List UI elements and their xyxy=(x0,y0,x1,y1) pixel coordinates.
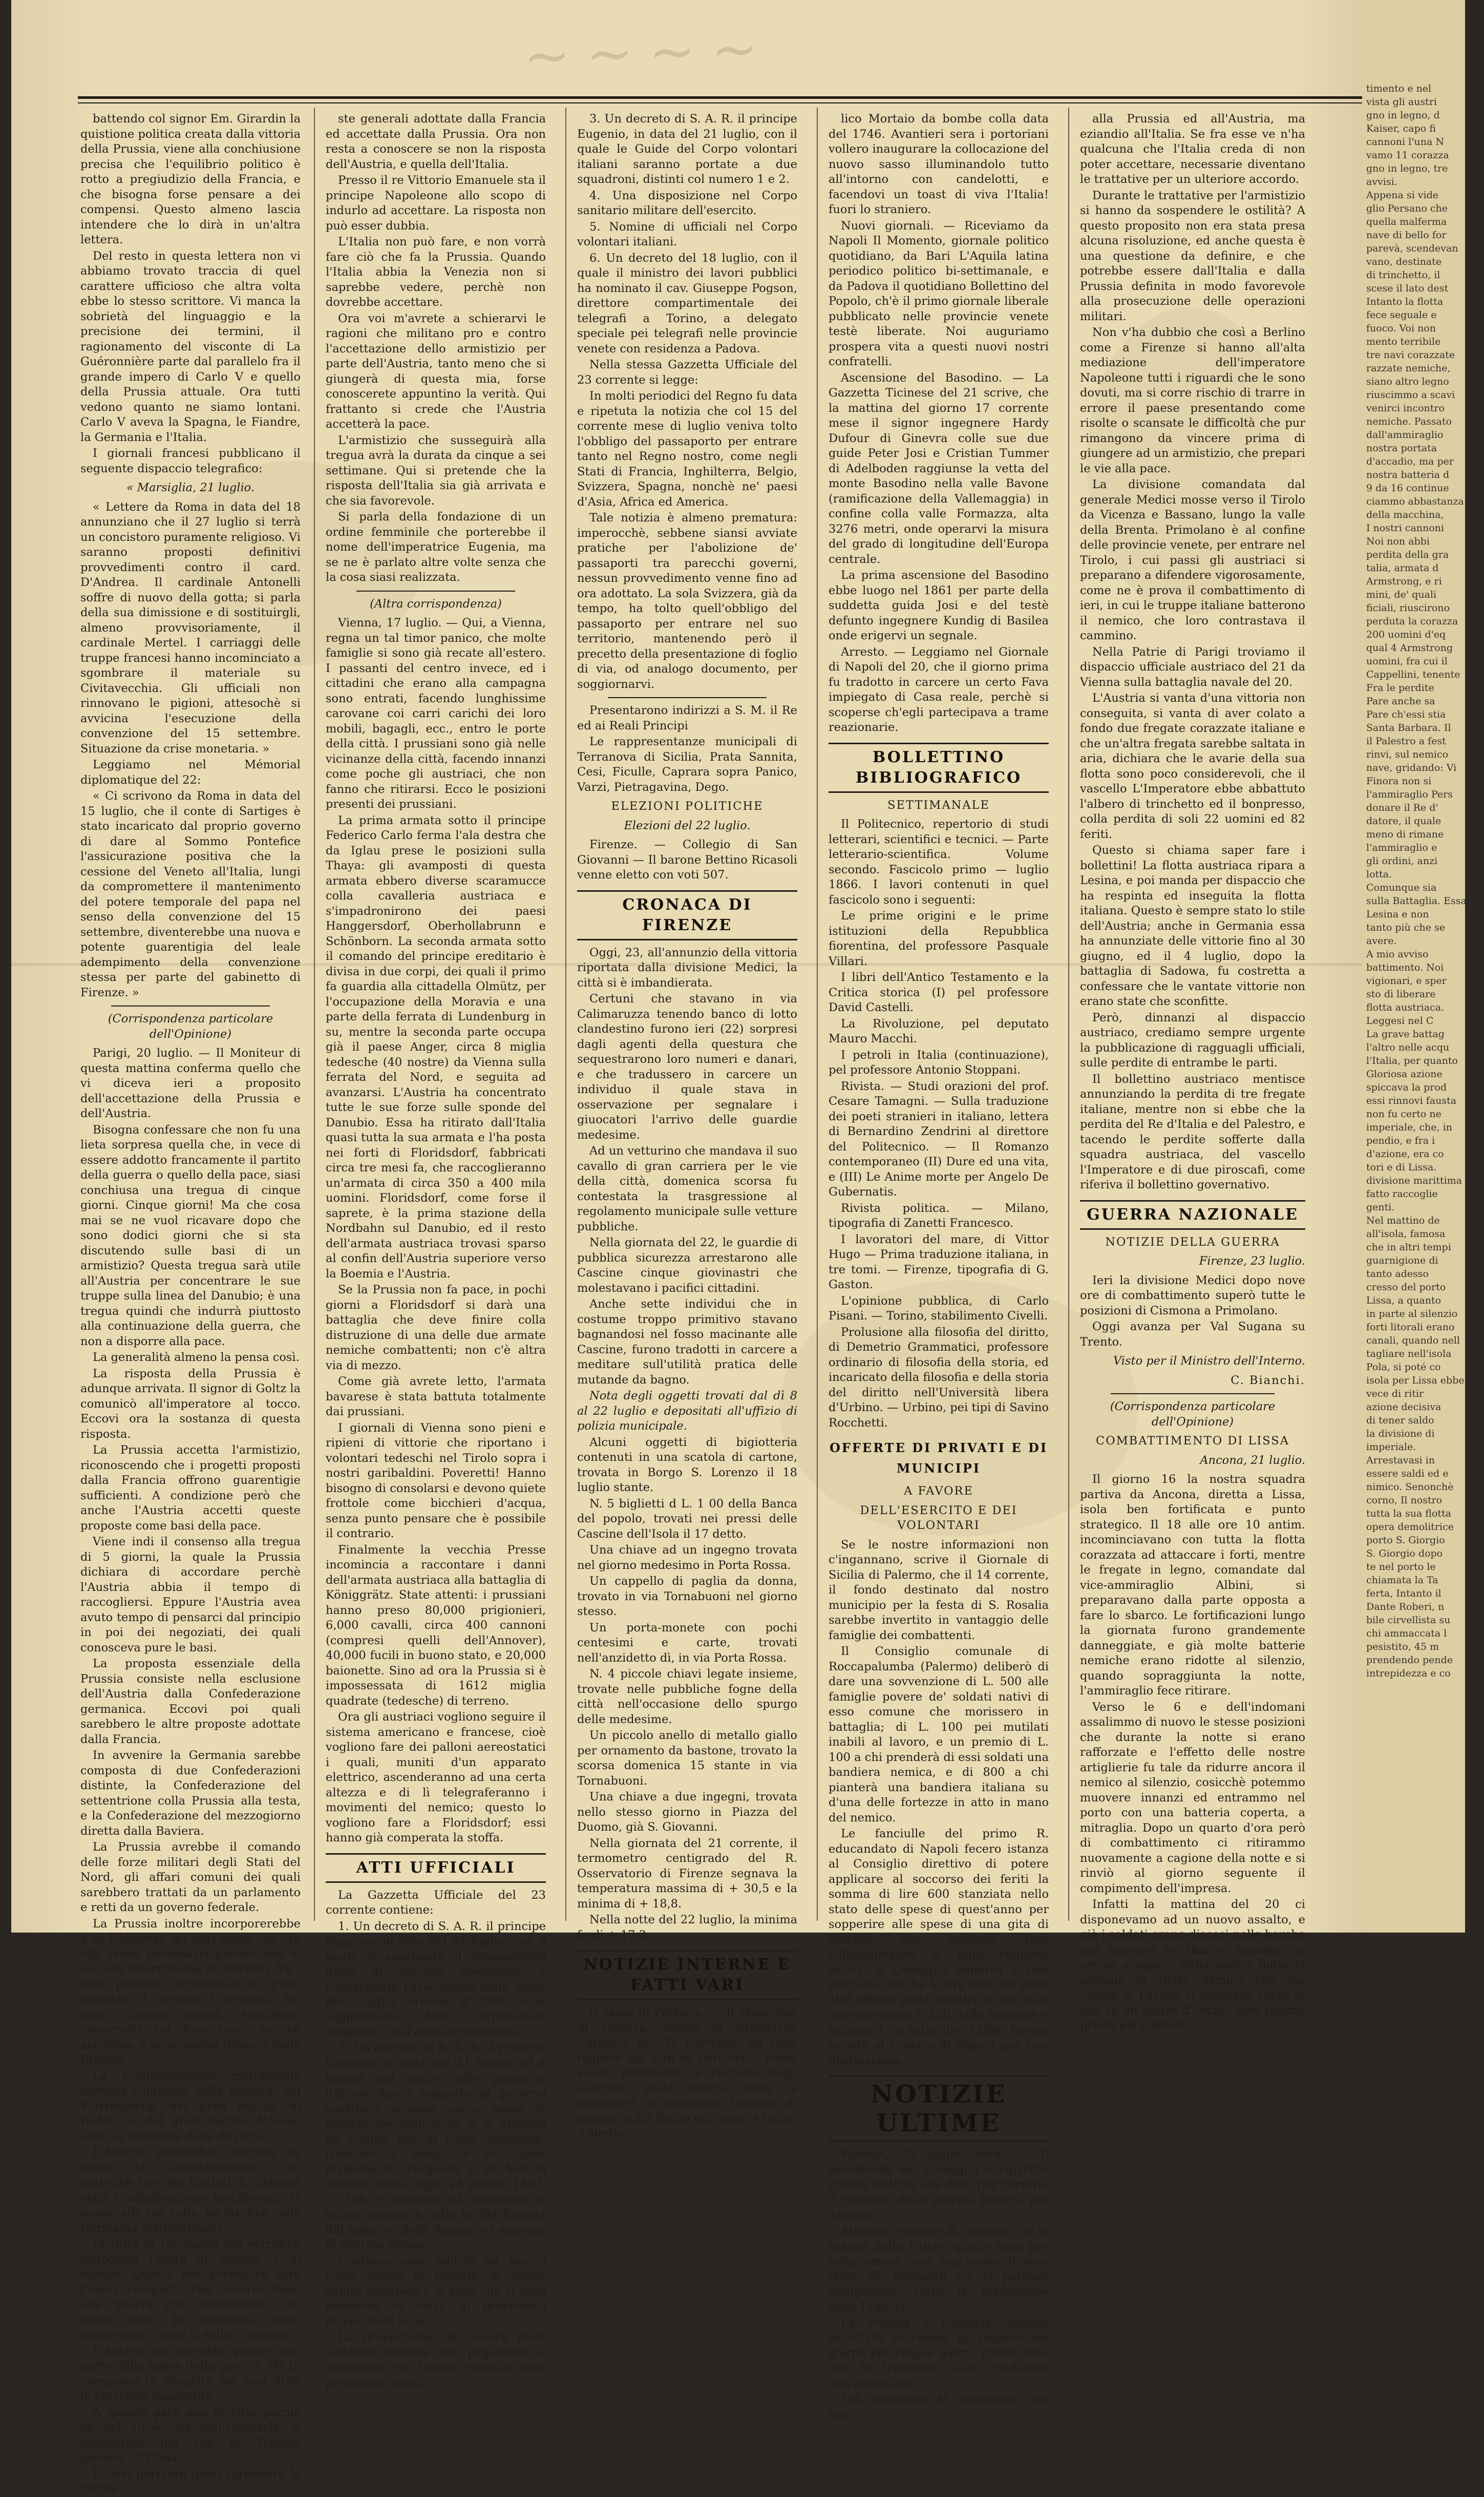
paragraph: Le fanciulle del primo R. educandato di Napoli fecero istanza al Consiglio direttivo di potere applicare al soccorso dei feriti la somma di lire 600 stanziata nello stato delle spese di quest'anno per sopperire alle spese di una gita di piacere che sogliono fare collegialmente in ogni stagione estiva. Il Consiglio annuiva a tale proposta, siechè le lire 600 con altre 100 offerte dalla direttrice, 99 dalla vice-direttrice e 250 dalle maestre e istitutrici, in tutto lire 1,000, furono inviate al sindaco di Napoli per loro destinazione. xyxy=(829,1827,1049,2067)
correspondence-heading: (Corrispondenza particolare dell'Opinione) xyxy=(108,1012,273,1041)
paragraph: Presentarono indirizzi a S. M. il Re ed ai Reali Principi xyxy=(577,704,797,732)
adjacent-page-line: isola per Lissa ebbe xyxy=(1366,1375,1465,1386)
adjacent-page-line: avvisi. xyxy=(1366,176,1397,187)
adjacent-page-line: timento e nel xyxy=(1366,83,1432,94)
paragraph: Il bollettino austriaco mentisce annunziando la perdita di tre fregate italiane, mentre non si ebbe che la perdita del Re d'Italia e del Palestro, e tacendo le perdite sofferte dalla squadra austriaca, del vascello l'Imperatore e di due piroscafi, come riferiva il bollettino governativo. xyxy=(1080,1072,1305,1191)
paragraph: Nella Patrie di Parigi troviamo il dispaccio ufficiale austriaco del 21 da Vienna sulla battaglia navale del 20. xyxy=(1080,645,1305,689)
adjacent-page-line: avere. xyxy=(1366,935,1397,947)
adjacent-page-line: qual 4 Armstrong xyxy=(1366,642,1453,654)
paragraph: I lavoratori del mare, di Vittor Hugo — Prima traduzione italiana, in tre tomi. — Firenze, tipografia di G. Gaston. xyxy=(829,1232,1049,1291)
header-rule-thin xyxy=(78,102,1363,103)
paragraph: La Rivoluzione, pel deputato Mauro Macchi. xyxy=(829,1017,1049,1045)
adjacent-page-line: Leggesi nel C xyxy=(1366,1015,1434,1026)
section-heading-cronaca: CRONACA DI FIRENZE xyxy=(577,890,797,940)
paragraph: Nella notte del 22 luglio, la minima fu di + 17,3. xyxy=(577,1913,797,1942)
adjacent-page-line: tanto più che se xyxy=(1366,922,1445,933)
section-heading-notizie-interne: NOTIZIE INTERNE E FATTI VARI xyxy=(577,1950,797,2000)
paragraph: N. 4 piccole chiavi legate insieme, trovate nelle pubbliche fogne della città nell'occasione dello spurgo delle medesime. xyxy=(577,1667,797,1726)
paragraph: Vienna, 17 luglio. — Qui, a Vienna, regna un tal timor panico, che molte famiglie si sono già recate all'estero. I passanti del centro invece, ed i cittadini che erano alla campagna sono entrati, facendo lunghissime carovane coi carri carichi dei loro mobili, bagagli, ecc., entro le porte della città. I prussiani sono già nelle vicinanze della città, facendo innanzi come poche gli austriaci, che non fanno che ritirarsi. Ecco le posizioni presenti dei prussiani. xyxy=(326,616,546,811)
adjacent-page-line: Arrestavasi in xyxy=(1366,1455,1435,1466)
paragraph: 4. Una disposizione nel Corpo sanitario militare dell'esercito. xyxy=(577,188,797,217)
dateline: Ancona, 21 luglio. xyxy=(1200,1453,1305,1467)
adjacent-page-line: talia, armata d xyxy=(1366,562,1439,574)
adjacent-page-line: della macchina, xyxy=(1366,509,1444,520)
adjacent-page-line: La grave battag xyxy=(1366,1029,1445,1040)
adjacent-page-line: tre navi corazzate xyxy=(1366,349,1455,361)
paragraph: Rivista. — Studi orazioni del prof. Cesare Tamagni. — Sulla traduzione dei poeti stranieri in italiano, lettera di Bernardino Zendrini al direttore del Politecnico. — Il Romanzo contemporaneo (II) Dure ed una vita, e (III) Le Anime morte per Angelo De Gubernatis. xyxy=(829,1079,1049,1199)
paragraph: L'Austria poi dovrebbe pagare una parte delle spese della guerra. Ma in compenso la integrità dei suoi Stati le verrebbe guarentita. xyxy=(80,2344,301,2403)
adjacent-page-line: 9 da 16 continue xyxy=(1366,482,1449,494)
adjacent-page-line: essere saldi ed e xyxy=(1366,1468,1449,1479)
adjacent-page-line: lotta. xyxy=(1366,869,1392,880)
paragraph: La Gazzetta Ufficiale del 23 corrente contiene: xyxy=(326,1888,546,1917)
adjacent-page-line: genti. xyxy=(1366,1202,1395,1213)
divider-rule xyxy=(111,1005,270,1006)
paragraph: La Prussia avrebbe il comando delle forze militari degli Stati del Nord, gli affari comuni dei quali sarebbero trattati da un parlamento e retti da un governo federale. xyxy=(80,1840,301,1914)
paragraph: L'Austria resterebbe esclusa da ambe le Confederazioni; ma potrebbe fare dei trattati di alleanza colla Confederazione meridionale la quale, alla sua volta, ne farebbe colla Germania settentrionale. xyxy=(80,2146,301,2235)
section-heading-offerte: OFFERTE DI PRIVATI E DI MUNICIPI xyxy=(829,1440,1048,1476)
paragraph: Una chiave ad un ingegno trovata nel giorno medesimo in Porta Rossa. xyxy=(577,1543,797,1572)
paragraph: I giornali francesi pubblicano il seguente dispaccio telegrafico: xyxy=(80,447,301,475)
correspondence-heading: (Altra corrispondenza) xyxy=(370,597,502,611)
adjacent-page-line: prendendo pende xyxy=(1366,1654,1453,1666)
adjacent-page-line: pendio, e fra i xyxy=(1366,1135,1435,1146)
adjacent-page-line: l'ammiraglio Pers xyxy=(1366,789,1453,800)
section-heading-guerra-nazionale: GUERRA NAZIONALE xyxy=(1080,1200,1305,1230)
paragraph: Però, dinnanzi al dispaccio austriaco, crediamo sempre urgente la pubblicazione di ragguagli ufficiali, sulle perdite di entrambe le parti. xyxy=(1080,1011,1305,1069)
adjacent-page-line: l'Italia, per quanto xyxy=(1366,1055,1458,1066)
paragraph: Nella stessa Gazzetta Ufficiale del 23 corrente si legge: xyxy=(577,358,797,387)
adjacent-page-line: opera demolitrice xyxy=(1366,1521,1454,1533)
adjacent-page-line: nave, gridando: Vi xyxy=(1366,762,1457,773)
adjacent-page-line: Cappellini, tenente xyxy=(1366,669,1460,680)
adjacent-page-line: tanto adesso xyxy=(1366,1268,1429,1279)
adjacent-page-line: mini, de' quali xyxy=(1366,589,1437,600)
paragraph: « Lettere da Roma in data del 18 annunziano che il 27 luglio si terrà un concistoro puramente religioso. Vi saranno proposti definitivi provvedimenti contro il card. D'Andrea. Il cardinale Antonelli soffre di nuovo della gotta; si parla della sua dimissione e di sostituirgli, almeno provvisoriamente, il cardinale Mertel. I carriaggi delle truppe francesi hanno incominciato a sgombrare il materiale su Civitavecchia. Gli ufficiali non rinnovano le pigioni, attesochè si avvicina l'esecuzione della convenzione del 15 settembre. Situazione da crise monetaria. » xyxy=(80,500,301,756)
newspaper-page xyxy=(11,0,1373,2495)
adjacent-page-line: Nel mattino de xyxy=(1366,1215,1440,1226)
adjacent-page-line: intrepidezza e co xyxy=(1366,1668,1451,1679)
paragraph: I libri dell'Antico Testamento e la Critica storica (I) pel professore David Castelli. xyxy=(829,971,1049,1014)
adjacent-page-line: in parte al silenzio xyxy=(1366,1308,1458,1319)
paragraph: Tali condizioni si riferiscono non solo xyxy=(829,2393,1049,2421)
paragraph: La prima ascensione del Basodino ebbe luogo nel 1861 per parte della suddetta guida Josi e del testè defunto ingegnere Kundig di Basilea onde erigervi un segnale. xyxy=(829,569,1049,642)
adjacent-page-line: sulla Battaglia. Essa xyxy=(1366,895,1467,907)
adjacent-page-line: di trinchetto, il xyxy=(1366,269,1440,281)
column-separator xyxy=(1068,108,1069,1921)
paragraph: Anche sette individui che in costume troppo primitivo stavano bagnandosi nel fosso macinante alle Cascine, furono tradotti in carcere a meditare sull'utilità pratica delle mutande da bagno. xyxy=(577,1297,797,1387)
paragraph: Non v'ha dubbio che così a Berlino come a Firenze si hanno all'alta mediazione dell'imperatore Napoleone tutti i riguardi che le sono dovuti, ma si corre rischio di trarre in errore il paese presentando come risolte o scansate le difficoltà che pur rimangono da vincere prima di giungere ad un armistizio, che prepari le vie alla pace. xyxy=(1080,326,1305,475)
adjacent-page-line: dall'ammiraglio xyxy=(1366,429,1444,440)
adjacent-page-line: Appena si vide xyxy=(1366,190,1438,201)
paragraph: Del resto in questa lettera non vi abbiamo trovato traccia di quel carattere ufficioso che altra volta ebbe lo stesso scrittore. Vi manca la sobrietà del linguaggio e la precisione dei termini, il ragionamento del visconte di La Guéronnière parte dal parallelo fra il grande impero di Carlo V e quello della Prussia attuale. Ora tutti vedono quanto ne siamo lontani. Carlo V aveva la Spagna, le Fiandre, la Germania e l'Italia. xyxy=(80,249,301,444)
adjacent-page-line: donare il Re d' xyxy=(1366,802,1438,813)
adjacent-page-line: nave di bello for xyxy=(1366,229,1447,241)
adjacent-page-line: gli ordini, anzi xyxy=(1366,855,1438,867)
paragraph: Eccovi pertanto quali sarebbero le propo- xyxy=(80,2467,301,2495)
faded-handwritten-mark: ~~~~ xyxy=(522,15,775,90)
adjacent-page-line: all'isola, famosa xyxy=(1366,1228,1446,1240)
paragraph: Nota degli oggetti trovati dal dì 8 al 22 luglio e depositati all'uffizio di polizia municipale. xyxy=(577,1389,797,1433)
paragraph: L'armistizio che susseguirà alla tregua avrà la durata da cinque a sei settimane. Qui si pretende che la risposta dell'Italia sia già arrivata e che sia favorevole. xyxy=(326,433,546,508)
divider-rule xyxy=(356,591,515,592)
column-separator xyxy=(314,108,315,1921)
paragraph: L'opinione pubblica, di Carlo Pisani. — Torino, stabilimento Civelli. xyxy=(829,1294,1049,1323)
adjacent-page-line: Fra le perdite xyxy=(1366,682,1434,694)
adjacent-page-line: 200 uomini d'eq xyxy=(1366,629,1446,640)
adjacent-page-line: chiamata la Ta xyxy=(1366,1575,1438,1586)
header-rule xyxy=(78,96,1363,99)
adjacent-page-line: meno di rimane xyxy=(1366,829,1444,840)
paragraph: Oggi, 23, all'annunzio della vittoria riportata dalla divisione Medici, la città si è imbandierata. xyxy=(577,946,797,990)
paragraph: Una chiave a due ingegni, trovata nello stesso giorno in Piazza del Duomo, già S. Giovanni. xyxy=(577,1790,797,1834)
paragraph: Parigi, 20 luglio. — Il Moniteur di questa mattina conferma quello che vi diceva ieri a proposito dell'accettazione della Prussia e dell'Austria. xyxy=(80,1046,301,1120)
adjacent-page-line: chi ammaccata l xyxy=(1366,1628,1447,1639)
adjacent-page-line: imperiale, che, in xyxy=(1366,1122,1452,1133)
paragraph: La Confederazione meridionale sarebbe composta della Baviera, del Würtemberg, del gran ducato di Baden, e del gran ducato d'Assia, sotto la direzione della Baviera. xyxy=(80,2069,301,2143)
paragraph: Si parla della fondazione di un ordine femminile che porterebbe il nome dell'imperatrice Eugenia, ma se ne è parlato altre volte senza che la cosa siasi realizzata. xyxy=(326,510,546,584)
adjacent-page-line: Pare anche sa xyxy=(1366,696,1435,707)
adjacent-page-line: vigionari, e sper xyxy=(1366,975,1447,987)
adjacent-page-line: vano, destinate xyxy=(1366,256,1442,267)
adjacent-page-line: Noi non abbi xyxy=(1366,536,1430,547)
paragraph: Se le nostre informazioni non c'ingannano, scrive il Giornale di Sicilia di Palermo, che il 14 corrente, il fondo destinato dal nostro municipio per la festa di S. Rosalia sarebbe invertito in vantaggio delle famiglie dei combattenti. xyxy=(829,1538,1049,1642)
paragraph: Nella giornata del 21 corrente, il termometro centigrado del R. Osservatorio di Firenze segnava la temperatura massima di + 30,5 e la minima di + 18,8. xyxy=(577,1836,797,1911)
paragraph: In avvenire la Germania sarebbe composta di due Confederazioni distinte, la Confederazione del settentrione colla Prussia alla testa, e la Confederazione del mezzogiorno diretta dalla Baviera. xyxy=(80,1749,301,1838)
adjacent-page-line: battimento. Noi xyxy=(1366,962,1444,973)
paragraph: Oggi avanza per Val Sugana su Trento. xyxy=(1080,1320,1305,1349)
paragraph: Certuni che stavano in via Calimaruzza tenendo banco di lotto clandestino furono ieri (22) sorpresi dagli agenti della questura che sequestrarono loro numeri e danari, e che tradussero in carcere un individuo il quale stava in osservazione per segnalare i giuocatori l'arrivo delle guardie medesime. xyxy=(577,992,797,1142)
adjacent-page-line: gno in legno, d xyxy=(1366,110,1440,121)
dateline: Firenze, 23 luglio. xyxy=(1199,1254,1305,1268)
adjacent-page-line: fece seguale e xyxy=(1366,309,1437,321)
adjacent-page-line: gno in legno, tre xyxy=(1366,163,1448,174)
paragraph: La risposta della Prussia è adunque arrivata. Il signor di Goltz la comunicò all'imperatore al tocco. Eccovi ora la sostanza di questa risposta. xyxy=(80,1367,301,1441)
adjacent-page-line: fuoco. Voi non xyxy=(1366,323,1436,334)
adjacent-page-column xyxy=(1366,82,1484,1680)
adjacent-page-line: guarnigione di xyxy=(1366,1255,1438,1266)
paragraph: 3. Un decreto di S. A. R. il principe Eugenio, in data del 21 luglio, con il quale le Guide del Corpo volontari italiani saranno portate a due squadroni, distinti col numero 1 e 2. xyxy=(577,112,797,186)
paragraph: Leggiamo nel Mémorial diplomatique del 22: xyxy=(80,758,301,787)
section-heading-bollettino: BOLLETTINO BIBLIOGRAFICO xyxy=(829,743,1049,793)
adjacent-page-line: imperiale. xyxy=(1366,1441,1416,1453)
adjacent-page-line: te nel porto le xyxy=(1366,1561,1436,1572)
official-signature-line: Visto per il Ministro dell'Interno. xyxy=(1113,1354,1305,1368)
adjacent-page-line: spiccava la prod xyxy=(1366,1082,1447,1093)
paragraph: La proporzione del valore delle suddette monete nei pagamenti è mantenuta nei termini stabiliti dalle precedenti leggi. xyxy=(326,2331,546,2389)
divider-rule xyxy=(608,697,767,698)
section-heading-notizie-ultime: NOTIZIE ULTIME xyxy=(829,2075,1049,2142)
adjacent-page-line: l'altro nelle acqu xyxy=(1366,1042,1450,1053)
paragraph: Un porta-monete con pochi centesimi e carte, trovati nell'anzidetto dì, in via Porta Rossa. xyxy=(577,1621,797,1665)
adjacent-page-line: I nostri cannoni xyxy=(1366,522,1444,534)
adjacent-page-line: nostra batteria d xyxy=(1366,469,1450,480)
paragraph: Tale notizia è almeno prematura: imperocchè, sebbene siansi avviate pratiche per l'abolizione de' passaporti tra parecchi governi, nessun provvedimento venne fino ad ora adottato. La sola Svizzera, già da tempo, ha tolto quell'obbligo del passaporto per entrare nel suo territorio, mantenendo però il precetto della presentazione di foglio di via, od analogo documento, per soggiornarvi. xyxy=(577,511,797,691)
adjacent-page-line: nemiche. Passato xyxy=(1366,416,1452,427)
section-subheading: NOTIZIE DELLA GUERRA xyxy=(1105,1235,1280,1249)
paragraph: In molti periodici del Regno fu data e ripetuta la notizia che col 15 del corrente mese di luglio veniva tolto l'obbligo del passaporto per entrare tanto nel Regno nostro, come negli Stati di Francia, Inghilterra, Belgio, Svizzera, Spagna, nonchè ne' paesi d'Asia, Africa ed America. xyxy=(577,389,797,509)
adjacent-page-line: cresso del porto xyxy=(1366,1282,1446,1293)
paragraph: Bisogna confessare che non fu una lieta sorpresa quella che, in vece di essere addotto francamente il partito della guerra o quello della pace, siasi conchiusa una tregua di cinque giorni. Cinque giorni! Ma che cosa mai se ne vuol ricavare dopo che sono dodici giorni che si sta discutendo sulle basi di un armistizio? Questa tregua sarà utile all'Austria per concentrare le sue truppe sulla linea del Danubio; è una tregua quindi che indurrà piuttosto alla continuazione della guerra, che non a disporre alla pace. xyxy=(80,1123,301,1348)
adjacent-page-line: glio Persano che xyxy=(1366,203,1448,214)
paragraph: Prolusione alla filosofia del diritto, di Demetrio Grammatici, professore ordinario di filosofia della storia, ed incaricato della filosofia e della storia del diritto nell'Università libera d'Urbino. — Urbino, pei tipi di Savino Rocchetti. xyxy=(829,1325,1049,1430)
paragraph: Questo si chiama saper fare i bollettini! La flotta austriaca ripara a Lesina, e poi manda per dispaccio che ha respinta ed inseguita la flotta italiana. Questo è sempre stato lo stile dell'Austria; anche in Germania essa ha annunziate delle vittorie fino al 30 giugno, ed il 4 luglio, dopo la battaglia di Sadowa, fu costretta a confessare che le vantate vittorie non erano state che sconfitte. xyxy=(1080,844,1305,1008)
adjacent-page-line: Armstrong, e ri xyxy=(1366,576,1442,587)
paragraph: La prima armata sotto il principe Federico Carlo ferma l'ala destra che da Iglau prese le posizioni sulla Thaya: gli avamposti di questa armata ebbero diverse scaramucce colla cavalleria austriaca e s'impadronirono dei paesi Hanggersdorf, Oberhollabrunn e Schönborn. La seconda armata sotto il comando del principe ereditario è divisa in due corpi, dei quali il primo fa guardia alla cittadella Olmütz, per l'occupazione della Moravia e una parte della ferrata di Lundenburg in su, mentre la seconda parte occupa già il paese Anger, circa 8 miglia tedesche (40 nostre) da Vienna sulla ferrata del Nord, e seguita ad avanzarsi. L'Austria ha concentrato tutte le sue forze sulle sponde del Danubio. Essa ha ritirato dall'Italia quasi tutta la sua armata e l'ha posta nei forti di Floridsdorf, fabbricati circa tre mesi fa, che raccoglieranno un'armata di circa 350 a 400 mila uomini. Floridsdorf, come forse il saprete, è la prima stazione della Nordbahn sul Danubio, ed il resto dell'armata austriaca trovasi sparso al confin dell'Austria superiore verso la Boemia e l'Austria. xyxy=(326,813,546,1281)
paragraph: N. 5 biglietti d L. 1 00 della Banca del popolo, trovati nei pressi delle Cascine dell'Isola il 17 detto. xyxy=(577,1497,797,1541)
section-subheading: DELL'ESERCITO E DEI VOLONTARI xyxy=(860,1503,1017,1532)
adjacent-page-edge xyxy=(1362,0,1465,1933)
dateline: « Marsiglia, 21 luglio. xyxy=(126,481,255,494)
paragraph: 1. Un decreto di S. A. R. il principe Eugenio, in data del 21 luglio, con il quale è approvato il regolamento unito al decreto medesimo, e concernente l'esecuzione della legge del 7 luglio corrente, n° 3036, sulle soppressione delle corporazioni religiose e sull'asse ecclesiastico. xyxy=(326,1919,546,2039)
adjacent-page-line: ficiali, riuscirono xyxy=(1366,602,1450,614)
adjacent-page-line: pesistito, 45 m xyxy=(1366,1641,1439,1652)
adjacent-page-line: corno, Il nostro xyxy=(1366,1495,1443,1506)
paragraph: Se la Prussia non fa pace, in pochi giorni a Floridsdorf si darà una battaglia che deve finire colla distruzione di una delle due armate nemiche combattenti; non c'è altra via di mezzo. xyxy=(326,1283,546,1372)
adjacent-page-line: perduta la corazza xyxy=(1366,616,1458,627)
adjacent-page-line: razzate nemiche, xyxy=(1366,363,1451,374)
article-column-3 xyxy=(577,112,797,2140)
adjacent-page-line: flotta austriaca. xyxy=(1366,1002,1445,1013)
paragraph: La Prussia inoltre incorporerebbe a sè l'Annover, gli altri paesi che ora ella crede necessaria perchè non vi sia una interruzione di territori fra i suoi possessi occidentali e quelli orientali. I sovrani, i territorii dei quali furono invasi, sarebbero conservati sui loro troni purchè accettino il programma tedesco della Prussia. xyxy=(80,1917,301,2066)
paragraph: Durante le trattative per l'armistizio si hanno da sospendere le ostilità? A questo proposito non era stata presa alcuna risoluzione, ed anche questa è una questione da definire, e che potrebbe essere dall'Italia e dalla Prussia definita in modo favorevole alla prosecuzione delle operazioni militari. xyxy=(1080,188,1305,323)
paragraph: Il sasso di Portoria. — Il Municipio di Genova, scrive lo Stendardo Cattolico del 22 corrente, ha fatto togliere dal sito di Portoria il rozzo sasso, ricordante la cacciata degli austriaci dalla nostra città, e sostituirvi un magnifico lastrone di granito sulla faccia del quale è inciso il simbo- xyxy=(577,2006,797,2140)
adjacent-page-line: scese il lato dest xyxy=(1366,283,1449,294)
paragraph: Le rappresentanze municipali di Terranova di Sicilia, Prata Sannita, Cesi, Ficulle, Caprara sopra Panico, Varzi, Pietragavina, Dego. xyxy=(577,735,797,794)
dateline: Elezioni del 22 luglio. xyxy=(624,819,751,832)
adjacent-page-line: rinvi, sul nemico xyxy=(1366,749,1449,760)
adjacent-page-line: bile cirvellista su xyxy=(1366,1614,1451,1626)
column-separator xyxy=(565,108,566,1921)
paragraph: battendo col signor Em. Girardin la quistione politica creata dalla vittoria della Prussia, viene alla conchiusione precisa che l'equilibrio politico è rotto a pregiudizio della Francia, e che bisogna forse pensare a dei compensi. Questo almeno lascia intendere che lo dirà in un'altra lettera. xyxy=(80,112,301,246)
divider-rule xyxy=(1111,1393,1275,1394)
adjacent-page-line: vista gli austri xyxy=(1366,96,1437,108)
paragraph: Alcuni oggetti di bigiotteria contenuti in una scatola di cartone, trovata in Borgo S. Lorenzo il 18 luglio stante. xyxy=(577,1435,797,1494)
paragraph: Infatti la mattina del 20 ci disponevamo ad un nuovo assalto, e già i soldati erano discesi nelle barche per operare lo sbarco, quando un avviso a vapore della nostra flotta ci segnalò la flotta nemica che dal canale di Fasana si avanzava verso di noi. In un batter d'occhio tutti fummo pronti pel combat- xyxy=(1080,1898,1305,2032)
paragraph: Nuovi giornali. — Riceviamo da Napoli Il Momento, giornale politico quotidiano, da Bari L'Aquila latina periodico politico bi-settimanale, e da Padova il quotidiano Bollettino del Popolo, ch'è il primo giornale liberale pubblicato nelle provincie venete testè liberate. Noi auguriamo prospera vita a questi nuovi nostri confratelli. xyxy=(829,219,1049,368)
adjacent-page-line: sto dì liberare xyxy=(1366,989,1436,1000)
paragraph: Presso il re Vittorio Emanuele sta il principe Napoleone allo scopo di indurlo ad accettare. La risposta non può esser dubbia. xyxy=(326,174,546,233)
adjacent-page-line: la divisione di xyxy=(1366,1428,1435,1439)
adjacent-page-line: A mio avviso xyxy=(1366,949,1429,960)
adjacent-page-line: tori e di Lissa. xyxy=(1366,1162,1437,1173)
paragraph: 5. Nomine di ufficiali nel Corpo volontari italiani. xyxy=(577,220,797,248)
paragraph: La Prussia accetta l'armistizio, riconoscendo che i progetti proposti dalla Francia offrono guarentigie sufficienti. A condizione però che anche l'Austria accetti queste proposte come basi della pace. xyxy=(80,1443,301,1533)
adjacent-page-line: Lesina e non xyxy=(1366,909,1429,920)
paragraph: La Prussia e l'Austria, avendo accettato entrambe la sospensione d'armi per cinque giorni, cominciano ora le trattative sulle condizioni dell'armistizio. xyxy=(829,2316,1049,2390)
paragraph: Ieri la divisione Medici dopo nove ore di combattimento superò tutte le posizioni di Cismona a Primolano. xyxy=(1080,1273,1305,1317)
adjacent-page-line: d'accadio, ma per xyxy=(1366,456,1454,467)
signatory: C. Bianchi. xyxy=(1231,1373,1305,1387)
adjacent-page-line: d'azione, era co xyxy=(1366,1148,1444,1160)
section-heading-atti-ufficiali: ATTI UFFICIALI xyxy=(326,1853,546,1883)
adjacent-page-line: vece di ritir xyxy=(1366,1388,1424,1399)
paragraph: Abbiamo ragione di credere che le notizie della Patrie, giunte oggi per telegramma, non esprimono il vero stato de' negoziati tra le potenze belligeranti, sotto la mediazione della Francia. xyxy=(829,2224,1049,2313)
paragraph: « Ci scrivono da Roma in data del 15 luglio, che il conte di Sartiges è stato incaricato dal proprio governo di dare al Sommo Pontefice l'assicurazione positiva che la cessione del Veneto all'Italia, lungi da compromettere il mantenimento del potere temporale del papa nel senso della convenzione del 15 settembre, diventerebbe una nuova e potente guarentigia del leale adempimento della convenzione stessa per parte del gabinetto di Firenze. » xyxy=(80,789,301,999)
paragraph: Viene indi il consenso alla tregua di 5 giorni, la quale la Prussia dichiara di accordare perchè l'Austria abbia il tempo di raccogliersi. Eppure l'Austria avea avuto tempo di pensarci dal principio in poi dei negoziati, dei quali conosceva pure le basi. xyxy=(80,1535,301,1654)
adjacent-page-line: non fu certo ne xyxy=(1366,1108,1441,1120)
adjacent-page-line: Comunque sia xyxy=(1366,882,1437,893)
paragraph: Un cappello di paglia da donna, trovato in via Tornabuoni nel giorno stesso. xyxy=(577,1575,797,1618)
article-column-1 xyxy=(80,112,301,2495)
adjacent-page-line: il Palestro a fest xyxy=(1366,736,1446,747)
article-column-5 xyxy=(1080,112,1305,2032)
paragraph: In tutta la Germania poi verrebbe introdotta l'unità di monete e di misure. Questa per avventura sarà l'unica conquista che rimarrà dopo una guerra così sanguinosa. Del resto tutte le questioni vitali rimarranno, come al solito, insolute. xyxy=(80,2237,301,2341)
adjacent-page-line: quella malferma xyxy=(1366,216,1447,227)
paragraph: alla Prussia ed all'Austria, ma eziandio all'Italia. Se fra esse ve n'ha qualcuna che l'Italia creda di non poter accettare, necessarie diventano le trattative per un ulteriore accordo. xyxy=(1080,112,1305,186)
adjacent-page-line: Kaiser, capo fi xyxy=(1366,123,1436,134)
paragraph: Rivista politica. — Milano, tipografia di Zanetti Francesco. xyxy=(829,1201,1049,1230)
adjacent-page-line: divisione marittima xyxy=(1366,1175,1462,1186)
adjacent-page-line: azione decisiva xyxy=(1366,1401,1441,1413)
adjacent-page-line: Finora non si xyxy=(1366,775,1432,787)
adjacent-page-line: essi rinnovi fausta xyxy=(1366,1095,1457,1106)
adjacent-page-line: perdita della gra xyxy=(1366,549,1449,560)
adjacent-page-line: S. Giorgio dopo xyxy=(1366,1548,1443,1559)
adjacent-page-line: cannoni l'una N xyxy=(1366,136,1444,148)
adjacent-page-line: tagliare nell'isola xyxy=(1366,1348,1452,1359)
adjacent-page-line: Pola, si poté co xyxy=(1366,1361,1441,1373)
adjacent-page-line: datore, il quale xyxy=(1366,815,1441,827)
adjacent-page-line: porto S. Giorgio xyxy=(1366,1535,1445,1546)
section-subheading: SETTIMANALE xyxy=(887,798,990,812)
adjacent-page-line: vamo 11 corazza xyxy=(1366,150,1449,161)
section-subheading: COMBATTIMENTO DI LISSA xyxy=(1096,1434,1289,1447)
adjacent-page-line: nimico. Senonchè xyxy=(1366,1481,1454,1493)
adjacent-page-line: siano altro legno xyxy=(1366,376,1449,387)
adjacent-page-line: riuscimmo a scavi xyxy=(1366,389,1455,401)
paragraph: I giornali di Vienna sono pieni e ripieni di vittorie che riportano i volontari tedeschi nel Tirolo sopra i nostri garibaldini. Poveretti! Hanno bisogno di consolarsi e devono quiete frottole come bicchieri d'acqua, senza punto pensare che è possibile il contrario. xyxy=(326,1421,546,1540)
paragraph: La generalità almeno la pensa così. xyxy=(93,1351,300,1364)
adjacent-page-line: l'ammiraglio e xyxy=(1366,842,1437,853)
adjacent-page-line: canali, quando nell xyxy=(1366,1335,1460,1346)
paragraph: Firenze. — Collegio di San Giovanni — Il barone Bettino Ricasoli venne eletto con voti 507. xyxy=(577,838,797,882)
adjacent-page-line: ciammo abbastanza xyxy=(1366,496,1464,507)
paragraph: L'Austria si vanta d'una vittoria non conseguita, si vanta di aver colato a fondo due fregate corazzate italiane e che un'altra fregata sarebbe saltata in aria, dichiara che le avarie della sua flotta sono poco considerevoli, che il vascello L'Imperatore ebbe abbattuto l'albero di trinchetto ed il bonpresso, colla perdita di soli 22 uomini ed 82 feriti. xyxy=(1080,691,1305,841)
paragraph: lico Mortaio da bombe colla data del 1746. Avantieri sera i portoriani vollero inaugurare la collocazione del nuovo sasso illuminandolo tutto all'intorno con candelotti, e facendovi un toast di viva l'Italia! fuori lo straniero. xyxy=(829,112,1049,216)
adjacent-page-line: mento terribile xyxy=(1366,336,1441,347)
paragraph: Firenze, 23 luglio, sera. — Il presidente del Consiglio è ripartito questa mattina alle dieci per Ferrara; il ministro della marina iersera per Ancona. xyxy=(829,2148,1049,2221)
adjacent-page-line: Santa Barbara. Il xyxy=(1366,722,1451,733)
paragraph: Arresto. — Leggiamo nel Giornale di Napoli del 20, che il giorno prima fu tradotto in carcere un certo Fava impiegato di Casa reale, perchè si scoperse ch'egli partecipava a trame reazionarie. xyxy=(829,645,1049,734)
adjacent-page-line: Intanto la flotta xyxy=(1366,296,1444,307)
paragraph: Un piccolo anello di metallo giallo per ornamento da bastone, trovato la scorsa domenica 15 stante in via Tornabuoni. xyxy=(577,1729,797,1788)
adjacent-page-line: tutta la sua flotta xyxy=(1366,1508,1452,1519)
adjacent-page-line: nostra portata xyxy=(1366,443,1437,454)
paragraph: Le prime origini e le prime istituzioni della Repubblica fiorentina, del professore Pasquale Villari. xyxy=(829,909,1049,968)
paragraph: Il Consiglio comunale di Roccapalumba (Palermo) deliberò di dare una sovvenzione di L. 500 alle famiglie povere de' soldati nativi di esso comune che morissero in battaglia; di L. 100 pei mutilati inabili al lavoro, e un premio di L. 100 a chi prenderà di essi soldati una bandiera nemica, e di 800 a chi pianterà una bandiera italiana su d'una delle fortezze in atto in mano del nemico. xyxy=(829,1645,1049,1824)
adjacent-page-line: forti litorali erano xyxy=(1366,1321,1455,1333)
adjacent-page-line: di tener saldo xyxy=(1366,1415,1434,1426)
paragraph: Finalmente la vecchia Presse incomincia a raccontare i danni dell'armata austriaca alla battaglia di Königgrätz. State attenti: i prussiani hanno preso 80,000 prigionieri, 6,000 cavalli, circa 400 cannoni (compresi quelli dell'Annover), 40,000 fucili in buono stato, e 20,000 baionette. Sino ad ora la Prussia si è impossessata di 1612 miglia quadrate (tedesche) di terreno. xyxy=(326,1543,546,1708)
paragraph: Nella giornata del 22, le guardie di pubblica sicurezza arrestarono alle Cascine cinque giovinastri che molestavano i pacifici cittadini. xyxy=(577,1236,797,1295)
paragraph: A quanto pare non fu fatta parola nè del Tirolo, nè dell'Ungheria. È sottointeso poi che la Venezia passerà all'Italia. xyxy=(80,2405,301,2464)
paragraph: L'Italia non può fare, e non vorrà fare ciò che fa la Prussia. Quando l'Italia abbia la Venezia non si saprebbe vedere, perchè non dovrebbe accettare. xyxy=(326,235,546,309)
paragraph: Il Politecnico, repertorio di studi letterari, scientifici e tecnici. — Parte letterario-scientifica. Volume secondo. Fascicolo primo — luglio 1866. I lavori contenuti in quel fascicolo sono i seguenti: xyxy=(829,817,1049,907)
article-column-4 xyxy=(829,112,1049,2421)
adjacent-page-line: parevà, scendevan xyxy=(1366,243,1458,254)
paragraph: ste generali adottate dalla Francia ed accettate dalla Prussia. Ora non resta a conoscere se non la risposta dell'Austria, e quella dell'Italia. xyxy=(326,112,546,171)
paragraph: Ascensione del Basodino. — La Gazzetta Ticinese del 21 scrive, che la mattina del giorno 17 corrente mese il signor ingegnere Hardy Dufour di Ginevra colle sue due guide Peter Josi e Cristian Tummer di Adelboden raggiunse la vetta del monte Basodino nella valle Bavone (ramificazione della Vallemaggia) in confine colla valle Formazza, alta 3276 metri, onde operarvi la misura del grado di longitudine dell'Europa centrale. xyxy=(829,371,1049,566)
paragraph: Verso le 6 e dell'indomani assalimmo di nuovo le stesse posizioni che durante la notte si erano rafforzate e l'effetto delle nostre artiglierie fu tale da ridurre ancora il nemico al silenzio, cosicchè potemmo muovere innanzi ed entrammo nel porto con una batteria coperta, a mitraglia. Dopo un quarto d'ora però di combattimento ci ritirammo nuovamente a cagione della notte e si rinviò al giorno seguente il compimento dell'impresa. xyxy=(1080,1700,1305,1895)
article-column-2 xyxy=(326,112,546,2389)
correspondence-heading: (Corrispondenza particolare dell'Opinione) xyxy=(1110,1400,1276,1429)
adjacent-page-line: Lissa, a quanto xyxy=(1366,1295,1441,1306)
adjacent-page-line: venirci incontro xyxy=(1366,403,1445,414)
paragraph: Continueranno inoltre ad avervi corso legale le monete di nuova valuta austriaca e le altre che vi sono ammesse in forza di precedenti disposizioni locali. xyxy=(326,2254,546,2328)
adjacent-page-line: uomini, fra cui il xyxy=(1366,656,1448,667)
adjacent-page-line: che in altri tempi xyxy=(1366,1242,1451,1253)
section-subheading-elezioni: ELEZIONI POLITICHE xyxy=(611,800,764,813)
paragraph: Il giorno 16 la nostra squadra partiva da Ancona, diretta a Lissa, isola ben fortificata e punto strategico. Il 18 alle ore 10 antim. incominciavano con tutta la flotta corazzata ad attaccare i forti, mentre le fregate in legno, comandate dal vice-ammiraglio Albini, si preparavano dalla parte opposta a fare lo sbarco. Le fortificazioni lungo la giornata furono grandemente danneggiate, e già molte batterie nemiche erano ridotte al silenzio, quando sopraggiunta la notte, l'ammiraglio fece ritirare. xyxy=(1080,1473,1305,1697)
paragraph: Come già avrete letto, l'armata bavarese è stata battuta totalmente dai prussiani. xyxy=(326,1375,546,1418)
paragraph: I petroli in Italia (continuazione), pel professore Antonio Stoppani. xyxy=(829,1048,1049,1077)
paragraph: Ad un vetturino che mandava il suo cavallo di gran carriera per le vie della città, domenica scorsa fu contestata la trasgressione al regolamento municipale sulle vetture pubbliche. xyxy=(577,1144,797,1233)
section-subheading: A FAVORE xyxy=(904,1484,973,1498)
paragraph: La divisione comandata dal generale Medici mosse verso il Tirolo da Vicenza e Bassano, lungo la valle della Brenta. Primolano è al confine delle provincie venete, per entrare nel Tirolo, i cui passi gli austriaci si preparano a difendere vigorosamente, come ne è prova il combattimento di ieri, in cui le truppe italiane batterono il nemico, che loro contrastava il cammino. xyxy=(1080,478,1305,642)
paragraph: Ora voi m'avrete a schierarvi le ragioni che militano pro e contro l'accettazione dello armistizio per parte dell'Austria, tanto meno che si giungerà di questa mia, forse conoscerete appuntino la verità. Qui frattanto si crede che l'Austria accetterà la pace. xyxy=(326,311,546,431)
paragraph: Ora gli austriaci vogliono seguire il sistema americano e francese, cioè vogliono fare dei palloni aereostatici i quali, muniti d'un apparato elettrico, ascenderanno ad una certa altezza e di lì telegraferanno i movimenti del nemico; questo lo vogliono fare a Floridsdorf; essi hanno già comperata la stoffa. xyxy=(326,1710,546,1844)
paragraph: 2. Un decreto di S. A. R. il principe Eugenio, in data del 21 luglio, ed a tenore del quale nelle provincie italiane finora soggette al governo austriaco avranno corso legale le monete decimali d'oro e di argento da cinque lire di conio nazionale, francese o belga, e le valute divisionarie d'argento e di bronzo indicate nella legge 24 agosto 1862, n° 788, e riportate col ragguaglio in valuta austriaca nella tariffa firmata dal ministro delle finanze ed annessa al decreto stesso. xyxy=(326,2041,546,2251)
adjacent-page-line: Pare ch'essi stia xyxy=(1366,709,1446,720)
paragraph: La proposta essenziale della Prussia consiste nella esclusione dell'Austria dalla Confederazione germanica. Eccovi poi quali sarebbero le altre proposte adottate dalla Francia. xyxy=(80,1657,301,1746)
adjacent-page-line: fatto raccoglie xyxy=(1366,1188,1438,1200)
paragraph: 6. Un decreto del 18 luglio, con il quale il ministro dei lavori pubblici ha nominato il cav. Giuseppe Pogson, direttore compartimentale dei telegrafi a Torino, a delegato speciale pei telegrafi nelle provincie venete con residenza a Padova. xyxy=(577,251,797,355)
adjacent-page-line: Dante Roberi, n xyxy=(1366,1601,1445,1612)
adjacent-page-line: ferta, Intanto il xyxy=(1366,1588,1441,1599)
column-separator xyxy=(817,108,818,1921)
adjacent-page-line: Gloriosa azione xyxy=(1366,1068,1443,1080)
